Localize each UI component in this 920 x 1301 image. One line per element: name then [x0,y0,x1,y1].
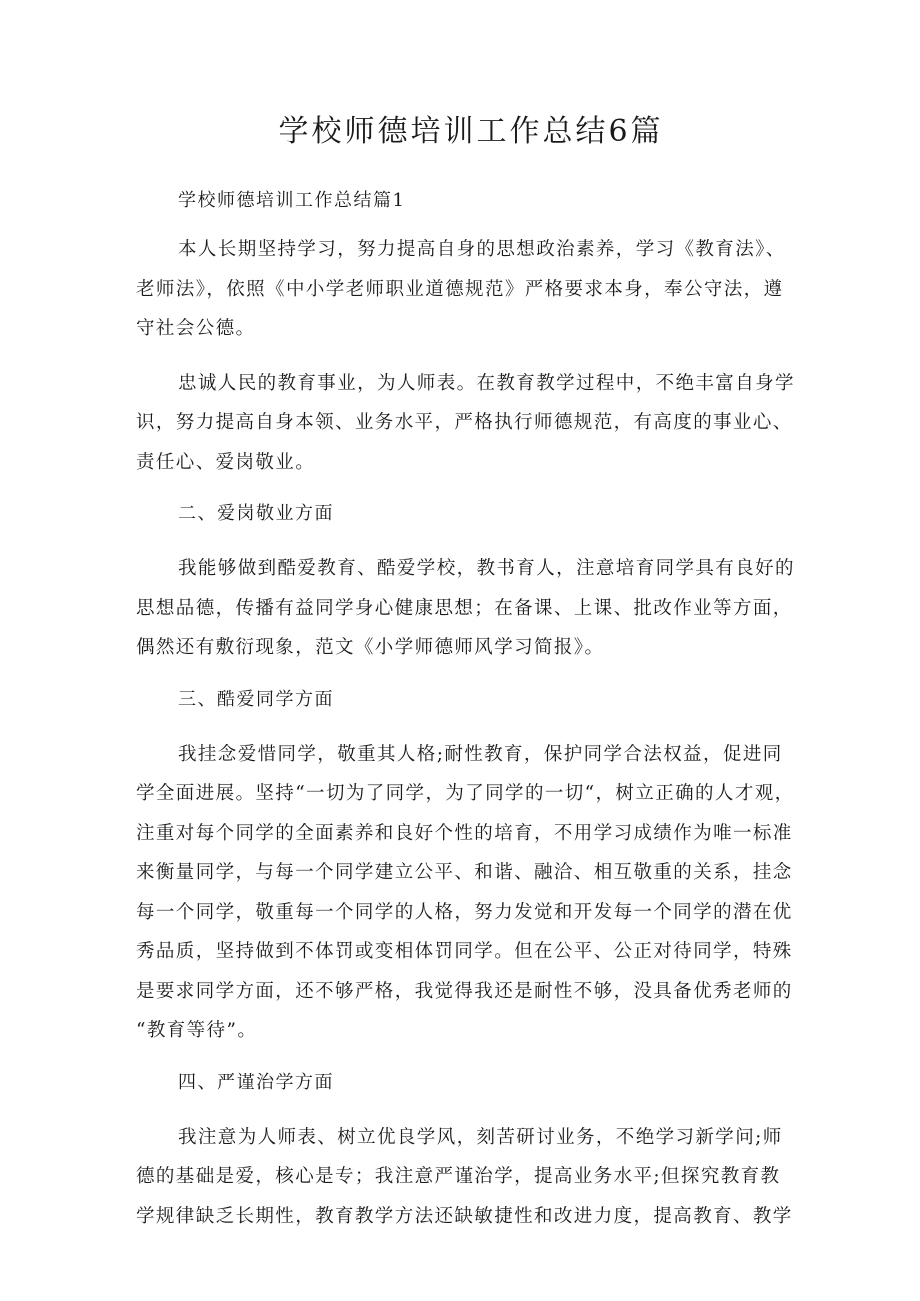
paragraph-2 [136,364,796,483]
section-heading-4: 四、严谨治学方面 [178,1071,334,1093]
paragraph-line: 忠诚人民的教育事业，为人师表。在教育教学过程中，不绝丰富自身学 [178,372,795,394]
paragraph-line: 学全面进展。坚持“一切为了同学，为了同学的一切“，树立正确的人才观， [136,783,795,804]
paragraph-line: 来衡量同学，与每一个同学建立公平、和谐、融洽、相互敬重的关系，挂念 [136,862,793,883]
document-title: 学校师德培训工作总结6篇 [278,114,664,149]
section-heading-2: 二、爱岗敬业方面 [178,503,334,524]
paragraph-line: 本人长期坚持学习，努力提高自身的思想政治素养，学习《教育法》、 [178,239,786,260]
paragraph-line: 秀品质，坚持做到不体罚或变相体罚同学。但在公平、公正对待同学，特殊 [136,941,793,962]
section-heading-3: 三、酷爱同学方面 [178,688,334,710]
paragraph-line: 是要求同学方面，还不够严格，我觉得我还是耐性不够，没具备优秀老师的 [136,980,793,1002]
paragraph-line: 学规律缺乏长期性，教育教学方法还缺敏捷性和改进力度，提高教育、教学 [136,1205,793,1227]
paragraph-line: 注重对每个同学的全面素养和良好个性的培育，不用学习成绩作为唯一标准 [136,822,793,844]
paragraph-line: 思想品德，传播有益同学身心健康思想；在备课、上课、批改作业等方面， [136,597,793,619]
paragraph-5 [136,1118,796,1237]
paragraph-line: 识，努力提高自身本领、业务水平，严格执行师德规范，有高度的事业心、 [136,412,793,433]
paragraph-4 [136,735,796,1051]
paragraph-line: 偶然还有敷衍现象，范文《小学师德师风学习简报》。 [136,637,605,658]
paragraph-line: 我能够做到酷爱教育、酷爱学校，教书育人，注意培育同学具有良好的 [178,558,795,579]
paragraph-line: 老师法》，依照《中小学老师职业道德规范》严格要求本身，奉公守法，遵 [136,278,784,300]
paragraph-line: “教育等待”。 [136,1020,258,1041]
paragraph-1 [136,230,796,349]
paragraph-line: 德的基础是爱，核心是专；我注意严谨治学，提高业务水平;但探究教育教 [136,1166,781,1187]
section-subtitle: 学校师德培训工作总结篇1 [178,190,406,211]
paragraph-line: 责任心、爱岗敬业。 [136,451,316,473]
paragraph-3 [136,549,796,668]
paragraph-line: 守社会公德。 [136,318,256,339]
paragraph-line: 我注意为人师表、树立优良学风，刻苦研讨业务，不绝学习新学问;师 [178,1126,783,1148]
paragraph-line: 每一个同学，敬重每一个同学的人格，努力发觉和开发每一个同学的潜在优 [136,901,793,923]
paragraph-line: 我挂念爱惜同学，敬重其人格;耐性教育，保护同学合法权益，促进同 [178,743,783,765]
